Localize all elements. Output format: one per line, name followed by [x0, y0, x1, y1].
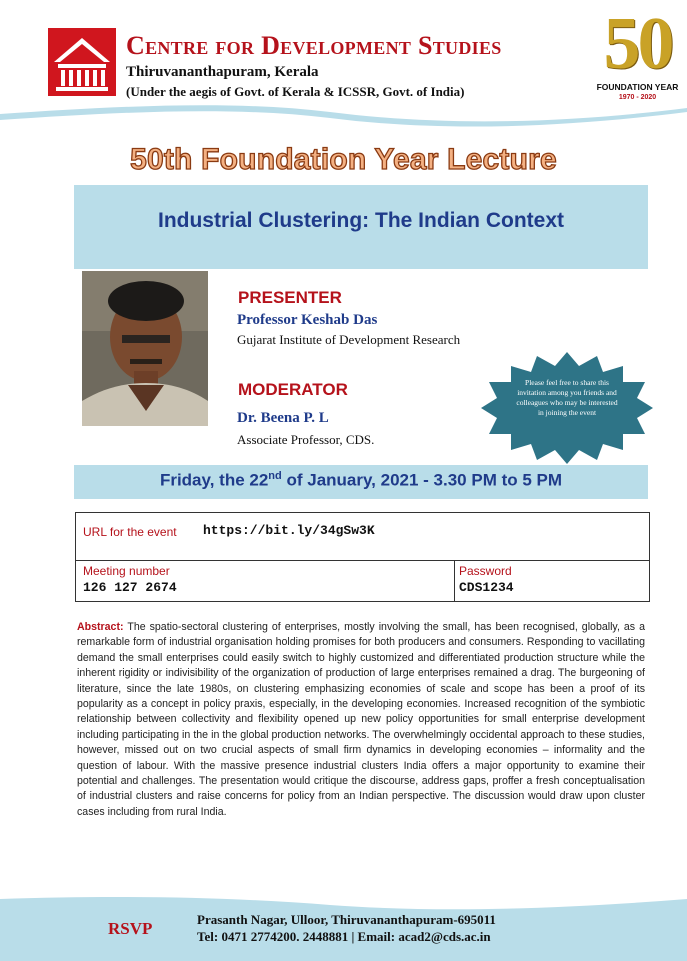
footer-band: [0, 895, 687, 961]
abstract-label: Abstract:: [77, 621, 124, 633]
moderator-name: Dr. Beena P. L: [237, 410, 329, 426]
meeting-number: 126 127 2674: [83, 580, 177, 595]
footer-address: Prasanth Nagar, Ulloor, Thiruvananthapuram-695011: [197, 912, 496, 927]
lecture-topic: Industrial Clustering: The Indian Context: [157, 209, 564, 232]
abstract: [77, 620, 645, 820]
date-box: [74, 465, 648, 499]
moderator-affiliation: Associate Professor, CDS.: [237, 432, 375, 447]
password-label: Password: [459, 564, 512, 578]
event-info-table: [75, 512, 650, 602]
org-aegis: (Under the aegis of Govt. of Kerala & ICSSR, Govt. of India): [126, 84, 465, 99]
badge-years: 1970 - 2020: [618, 94, 657, 101]
cell-divider: [454, 561, 455, 601]
abstract-text: The spatio-sectoral clustering of enterprises, mostly involving the small, has been recognised, globally, as a remarkable form of industrial organisation holding promises for both producers and consumers. Responding to vacillating demand the small enterprises could easily switch to highly customized and differentiated production structure while the inherent rigidity or indivisibility of the organization of production of large enterprises remained a drag. The burgeoning of literature, since the late 1980s, on clustering emphasizing economies of scale and scope has been a proof of its popularity as a concept in policy praxis, especially, in the developing economies. Increased recognition of the symbiotic relationship between collectivity and flexibility opened up new policy opportunities for small enterprise development including participating in the in the global production networks. The overwhelmingly occidental approach to these studies, however, missed out on two crucial aspects of small firm dynamics in developing economies – informality and the question of labour. With the massive presence industrial clusters India offers a major opportunity to examine their potential and challenges. The presentation would critique the discourse, address gaps, proffer a fresh conceptualisation of industrial clusters and raise concerns for policy from an Indian perspective. The discussion would draw upon cluster cases including from rural India.: [77, 621, 645, 818]
password-value: CDS1234: [459, 580, 514, 595]
cds-building-logo: [48, 28, 116, 96]
topic-box: [74, 185, 648, 269]
url-label: URL for the event: [83, 525, 177, 539]
org-name: Centre for Development Studies: [126, 31, 502, 60]
org-city: Thiruvananthapuram, Kerala: [126, 64, 319, 80]
date-rest: of January, 2021 - 3.30 PM to 5 PM: [281, 470, 563, 490]
rsvp-label: RSVP: [108, 919, 153, 938]
event-date: [74, 470, 648, 491]
presenter-role: PRESENTER: [238, 288, 342, 307]
date-suffix: nd: [268, 470, 282, 482]
share-note: Please feel free to share this invitation among you friends and colleagues who may be interested in joining the event: [516, 378, 618, 417]
lecture-title: 50th Foundation Year Lecture: [130, 143, 557, 176]
presenter-name: Professor Keshab Das: [237, 312, 378, 328]
meeting-number-label: Meeting number: [83, 564, 170, 578]
badge-number: 50: [603, 3, 672, 85]
presenter-affiliation: Gujarat Institute of Development Research: [237, 332, 461, 347]
event-url-link[interactable]: https://bit.ly/34gSw3K: [203, 523, 375, 538]
presenter-portrait: [82, 271, 208, 426]
foundation-year-badge: [590, 2, 685, 105]
moderator-role: MODERATOR: [238, 380, 348, 399]
date-prefix: Friday, the 22: [159, 470, 269, 490]
badge-label: FOUNDATION YEAR: [596, 82, 679, 92]
footer-contact: Tel: 0471 2774200. 2448881 | Email: acad2@cds.ac.in: [197, 929, 491, 944]
